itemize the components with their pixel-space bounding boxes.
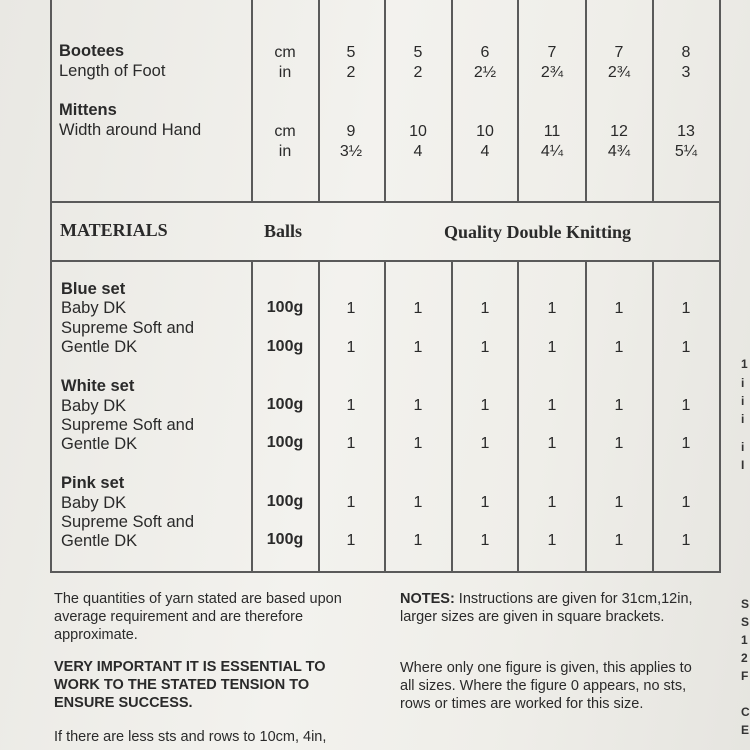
size-column-divider	[318, 0, 320, 202]
ball-count: 1	[681, 435, 691, 452]
unit-in: in	[278, 143, 292, 160]
size-value: 4	[413, 143, 423, 160]
ball-count: 1	[480, 339, 490, 356]
ball-count: 1	[346, 494, 356, 511]
adjacent-page-text: S	[741, 597, 750, 611]
size-value: 6	[480, 44, 490, 61]
size-column-divider	[652, 0, 654, 202]
ball-count: 1	[346, 300, 356, 317]
set-title: Blue set	[61, 280, 126, 298]
table-border-left	[50, 0, 52, 572]
size-value: 5	[413, 44, 423, 61]
size-value: 10	[476, 123, 494, 140]
ball-count: 1	[480, 300, 490, 317]
tension-warning: ENSURE SUCCESS.	[54, 695, 193, 711]
ball-count: 1	[346, 532, 356, 549]
size-value: 12	[610, 123, 628, 140]
ball-count: 1	[480, 397, 490, 414]
size-column-divider	[585, 0, 587, 202]
figure-note: Where only one figure is given, this applies to	[400, 660, 692, 676]
size-column-divider	[384, 0, 386, 202]
ball-count: 1	[681, 532, 691, 549]
ball-weight: 100g	[266, 531, 304, 548]
adjacent-page-text: i	[741, 376, 745, 390]
ball-count: 1	[614, 339, 624, 356]
yarn-name: Baby DK	[61, 299, 127, 317]
adjacent-page-text: i	[741, 440, 745, 454]
ball-count: 1	[547, 397, 557, 414]
size-value: 2¾	[540, 64, 564, 81]
tension-note: If there are less sts and rows to 10cm, 4in,	[54, 729, 327, 745]
adjacent-page-text: C	[741, 705, 750, 719]
quality-header: Quality Double Knitting	[444, 222, 632, 242]
materials-header: MATERIALS	[60, 220, 168, 240]
size-value: 4	[480, 143, 490, 160]
ball-count: 1	[681, 300, 691, 317]
adjacent-page-text: 1	[741, 357, 748, 371]
yarn-name: Supreme Soft and	[61, 513, 194, 531]
set-title: Pink set	[61, 474, 125, 492]
adjacent-page-text: i	[741, 394, 745, 408]
ball-count: 1	[614, 435, 624, 452]
size-value: 7	[547, 44, 557, 61]
ball-count: 1	[480, 494, 490, 511]
yarn-name: Supreme Soft and	[61, 319, 194, 337]
size-column-divider	[451, 0, 453, 202]
size-value: 13	[677, 123, 695, 140]
figure-note: rows or times are worked for this size.	[400, 696, 644, 712]
size-value: 2¾	[607, 64, 631, 81]
size-value: 2½	[473, 64, 497, 81]
size-value: 3½	[339, 143, 363, 160]
ball-weight: 100g	[266, 299, 304, 316]
size-notes: larger sizes are given in square brackets.	[400, 609, 665, 625]
unit-in: in	[278, 64, 292, 81]
size-value: 2	[413, 64, 423, 81]
yarn-quantity-note: The quantities of yarn stated are based upon	[54, 591, 342, 607]
size-notes	[400, 590, 693, 608]
ball-count: 1	[413, 300, 423, 317]
ball-count: 1	[480, 435, 490, 452]
ball-count: 1	[413, 435, 423, 452]
adjacent-page-text: i	[741, 412, 745, 426]
balls-header: Balls	[264, 221, 303, 241]
yarn-name: Supreme Soft and	[61, 416, 194, 434]
size-value: 4¾	[607, 143, 631, 160]
size-value: 9	[346, 123, 356, 140]
yarn-name: Gentle DK	[61, 435, 138, 453]
size-value: 8	[681, 44, 691, 61]
notes-text: Instructions are given for 31cm,12in,	[454, 591, 693, 607]
table-border-right	[719, 0, 721, 572]
size-value: 5¼	[674, 143, 698, 160]
ball-count: 1	[480, 532, 490, 549]
ball-count: 1	[681, 339, 691, 356]
ball-count: 1	[547, 339, 557, 356]
table-rule	[50, 201, 721, 203]
ball-count: 1	[346, 435, 356, 452]
tension-warning: WORK TO THE STATED TENSION TO	[54, 677, 310, 693]
ball-count: 1	[346, 397, 356, 414]
size-value: 11	[543, 123, 561, 140]
adjacent-page-text: F	[741, 669, 749, 683]
yarn-quantity-note: approximate.	[54, 627, 138, 643]
yarn-name: Gentle DK	[61, 532, 138, 550]
yarn-name: Baby DK	[61, 397, 127, 415]
bootees-subtitle: Length of Foot	[59, 62, 166, 80]
figure-note: all sizes. Where the figure 0 appears, no sts,	[400, 678, 687, 694]
mittens-subtitle: Width around Hand	[59, 121, 202, 139]
adjacent-page-text: I	[741, 458, 745, 472]
ball-weight: 100g	[266, 434, 304, 451]
tension-warning: VERY IMPORTANT IT IS ESSENTIAL TO	[54, 659, 326, 675]
ball-count: 1	[681, 397, 691, 414]
adjacent-page-text: E	[741, 723, 750, 737]
size-value: 2	[346, 64, 356, 81]
yarn-quantity-note: average requirement and are therefore	[54, 609, 304, 625]
ball-count: 1	[547, 300, 557, 317]
balls-column-divider	[251, 0, 253, 202]
ball-count: 1	[346, 339, 356, 356]
adjacent-page-text: S	[741, 615, 750, 629]
set-title: White set	[61, 377, 135, 395]
yarn-name: Gentle DK	[61, 338, 138, 356]
size-value: 10	[409, 123, 427, 140]
mittens-title: Mittens	[59, 101, 117, 119]
size-column-divider	[517, 0, 519, 202]
ball-count: 1	[547, 435, 557, 452]
ball-count: 1	[413, 397, 423, 414]
table-rule	[50, 260, 721, 262]
size-value: 4¼	[540, 143, 564, 160]
size-value: 3	[681, 64, 691, 81]
ball-weight: 100g	[266, 493, 304, 510]
size-value: 5	[346, 44, 356, 61]
unit-cm: cm	[274, 123, 296, 140]
adjacent-page-text: 2	[741, 651, 748, 665]
table-rule	[50, 571, 721, 573]
yarn-name: Baby DK	[61, 494, 127, 512]
ball-count: 1	[614, 397, 624, 414]
ball-count: 1	[547, 532, 557, 549]
ball-weight: 100g	[266, 338, 304, 355]
ball-count: 1	[614, 532, 624, 549]
ball-count: 1	[413, 494, 423, 511]
ball-weight: 100g	[266, 396, 304, 413]
ball-count: 1	[547, 494, 557, 511]
notes-label: NOTES:	[400, 591, 455, 607]
ball-count: 1	[413, 532, 423, 549]
ball-count: 1	[413, 339, 423, 356]
bootees-title: Bootees	[59, 42, 125, 60]
unit-cm: cm	[274, 44, 296, 61]
ball-count: 1	[614, 494, 624, 511]
ball-count: 1	[681, 494, 691, 511]
ball-count: 1	[614, 300, 624, 317]
size-value: 7	[614, 44, 624, 61]
adjacent-page-text: 1	[741, 633, 748, 647]
